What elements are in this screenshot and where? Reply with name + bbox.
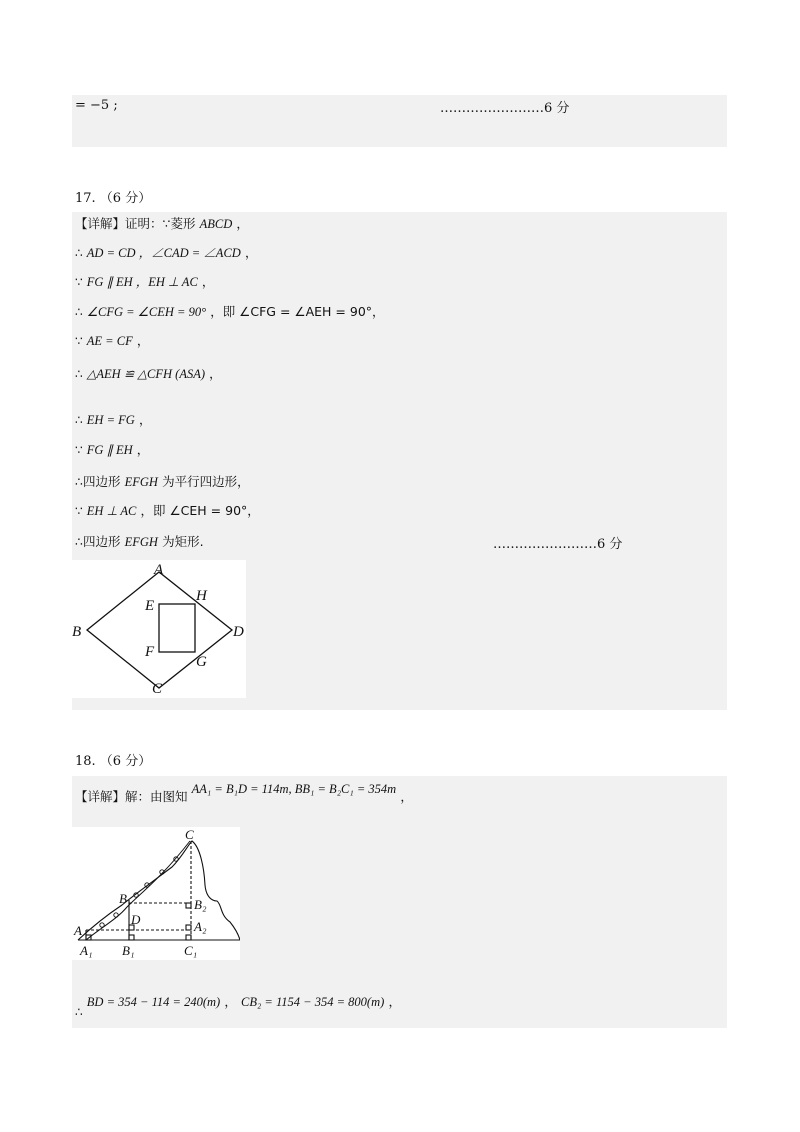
- top-solution-block: [72, 95, 727, 147]
- q17-line-11-math: EFGH: [124, 535, 158, 549]
- label-h: H: [196, 588, 207, 604]
- q17-line-9-tail: 为平行四边形，: [162, 474, 250, 489]
- q17-line-3-math: FG ∥ EH ，EH ⊥ AC: [86, 275, 198, 289]
- q17-line-2-sym: ∴: [75, 246, 83, 260]
- q17-heading: 17. （6 分）: [75, 191, 152, 206]
- q17-line-7: [75, 411, 151, 430]
- q17-line-1-math: ABCD: [199, 217, 233, 231]
- label-c: C: [185, 827, 194, 842]
- q17-line-4-sym: ∴: [75, 305, 83, 319]
- q17-line-10-tail: ，即 ∠CEH = 90°，: [140, 503, 260, 518]
- q17-line-4-tail: ，即 ∠CFG = ∠AEH = 90°，: [210, 304, 385, 319]
- q18-result-math-2: CB₂ = 1154 − 354 = 800(m): [240, 995, 385, 1009]
- tree-mark-1: [100, 923, 104, 927]
- q17-line-1-tail: ，: [236, 216, 249, 231]
- top-line: [75, 97, 118, 115]
- right-angle-b2: [186, 903, 191, 908]
- q17-line-7-math: EH = FG: [86, 413, 135, 427]
- q17-line-10: [75, 502, 260, 521]
- q17-line-4-math: ∠CFG = ∠CEH = 90°: [86, 305, 207, 319]
- label-c1: C₁: [184, 943, 198, 958]
- label-d: D: [131, 912, 141, 927]
- q17-line-6-tail: ，: [209, 366, 222, 381]
- q17-line-1-sym: 【详解】证明：∵菱形: [75, 216, 196, 231]
- q18-result-sym: ∴: [75, 1005, 83, 1019]
- q17-line-3-sym: ∵: [75, 275, 83, 289]
- q17-line-2-math: AD = CD ，∠CAD = ∠ACD: [86, 246, 241, 260]
- label-e: E: [145, 598, 155, 614]
- q17-line-6: [75, 365, 222, 384]
- tree-mark-2: [114, 913, 118, 917]
- q18-heading: 18. （6 分）: [75, 754, 152, 769]
- q18-intro-sym: 【详解】解：由图知: [75, 789, 188, 804]
- q17-line-4: [75, 303, 385, 322]
- q17-line-10-math: EH ⊥ AC: [86, 504, 137, 518]
- label-f: F: [145, 644, 155, 660]
- label-a: A: [74, 923, 82, 938]
- q17-line-5-math: AE = CF: [86, 334, 133, 348]
- q17-line-2: [75, 244, 257, 263]
- rhombus-diagram: [72, 560, 246, 698]
- q17-line-11: [75, 533, 204, 552]
- q18-intro-tail: ，: [400, 789, 413, 804]
- q17-line-8: [75, 441, 149, 460]
- top-score-text: ……………………6 分: [440, 101, 570, 116]
- label-a2: A₂: [194, 919, 207, 934]
- mountain-outline: [78, 841, 240, 940]
- q17-line-8-tail: ，: [136, 442, 150, 457]
- label-c: C: [152, 681, 163, 697]
- q17-line-7-sym: ∴: [75, 413, 83, 427]
- q17-line-11-sym: ∴四边形: [75, 534, 121, 549]
- q17-score: [493, 533, 622, 552]
- label-a: A: [154, 562, 164, 578]
- q18-intro-math: AA₁ = B₁D = 114m, BB₁ = B₂C₁ = 354m: [191, 782, 397, 796]
- q18-intro-line: [75, 782, 413, 807]
- q18-result-sep: ，: [224, 994, 237, 1009]
- mountain-diagram: [72, 827, 240, 960]
- q17-line-3: [75, 273, 214, 292]
- label-a1: A₁: [80, 943, 93, 958]
- right-angle-a2: [186, 925, 191, 930]
- q17-score-text: ……………………6 分: [493, 537, 623, 552]
- top-line-text: = −5 ;: [75, 98, 118, 113]
- q17-line-11-tail: 为矩形.: [162, 534, 204, 549]
- q17-line-2-tail: ，: [244, 245, 258, 260]
- label-b1: B₁: [122, 943, 135, 958]
- q17-line-8-sym: ∵: [75, 443, 83, 457]
- right-angle-b1: [129, 935, 134, 940]
- q17-line-1: [75, 215, 249, 234]
- q17-line-9-math: EFGH: [124, 475, 158, 489]
- q17-line-7-tail: ，: [138, 412, 152, 427]
- q17-line-6-sym: ∴: [75, 367, 83, 381]
- q17-line-3-tail: ，: [201, 274, 215, 289]
- q18-result-line: [75, 993, 401, 1019]
- label-b: B: [119, 891, 127, 906]
- q17-line-10-sym: ∵: [75, 504, 83, 518]
- q17-line-9-sym: ∴四边形: [75, 474, 121, 489]
- q17-line-6-math: △AEH ≌ △CFH (ASA): [86, 367, 206, 381]
- label-b2: B₂: [194, 897, 207, 912]
- q17-line-8-math: FG ∥ EH: [86, 443, 133, 457]
- top-score: [440, 97, 569, 116]
- label-g: G: [196, 654, 207, 670]
- label-b: B: [72, 624, 82, 640]
- q18-result-math-1: BD = 354 − 114 = 240(m): [86, 995, 221, 1009]
- q17-line-5-tail: ，: [136, 333, 150, 348]
- q18-result-tail: ，: [388, 994, 401, 1009]
- q17-line-9: [75, 473, 250, 492]
- q17-line-5-sym: ∵: [75, 334, 83, 348]
- rectangle-efgh: [159, 604, 195, 652]
- right-angle-c1: [186, 935, 191, 940]
- q18-figure: [72, 827, 240, 960]
- label-d: D: [233, 624, 244, 640]
- q17-figure: [72, 560, 246, 698]
- q17-line-5: [75, 332, 149, 351]
